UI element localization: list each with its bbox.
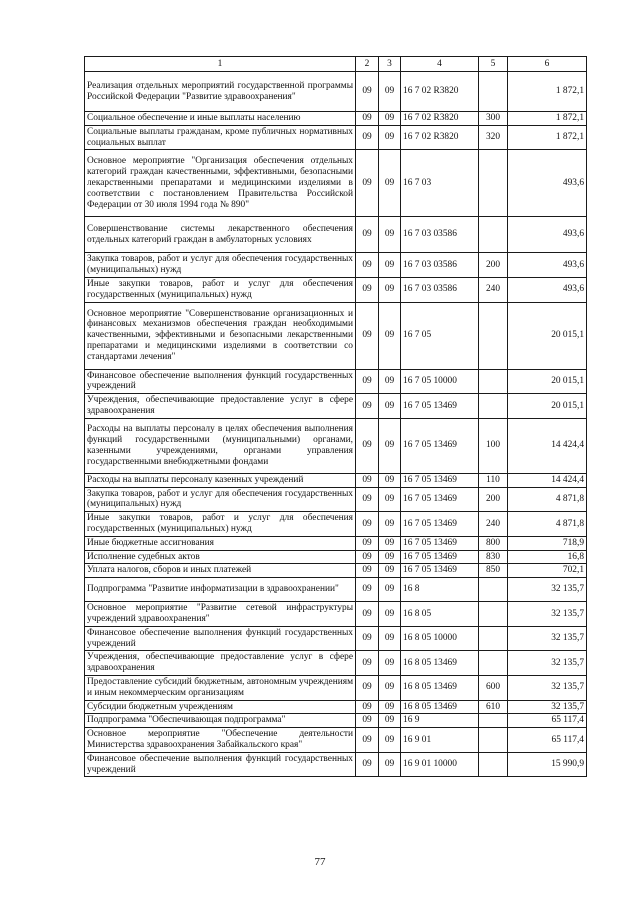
row-name: Расходы на выплаты персоналу казенных учреждений [85, 473, 356, 487]
row-amount: 20 015,1 [508, 394, 587, 419]
row-subsection: 09 [379, 536, 401, 550]
row-expense-type: 100 [479, 418, 508, 473]
row-target-code: 16 8 05 13469 [401, 700, 479, 714]
row-name: Реализация отдельных мероприятий государственной программы Российской Федерации "Развитие здравоохранения" [85, 72, 356, 112]
row-target-code: 16 7 05 13469 [401, 550, 479, 564]
table-row [85, 253, 587, 278]
table-row [85, 752, 587, 777]
row-expense-type [479, 217, 508, 253]
row-name: Социальное обеспечение и иные выплаты населению [85, 112, 356, 126]
row-amount: 493,6 [508, 217, 587, 253]
row-section: 09 [356, 564, 379, 578]
row-target-code: 16 7 02 R3820 [401, 72, 479, 112]
row-expense-type: 800 [479, 536, 508, 550]
table-row [85, 112, 587, 126]
table-row [85, 302, 587, 369]
row-expense-type [479, 369, 508, 394]
row-amount: 16,8 [508, 550, 587, 564]
header-col-1: 1 [85, 57, 356, 72]
row-target-code: 16 7 03 03586 [401, 253, 479, 278]
row-subsection: 09 [379, 150, 401, 217]
row-subsection: 09 [379, 752, 401, 777]
row-amount: 65 117,4 [508, 728, 587, 753]
row-section: 09 [356, 473, 379, 487]
row-section: 09 [356, 512, 379, 537]
row-name: Расходы на выплаты персоналу в целях обеспечения выполнения функций государственными (муниципальными) органами, казенными учреждениями, органами управления государственными внебюджетными фондами [85, 418, 356, 473]
row-section: 09 [356, 125, 379, 150]
row-expense-type [479, 578, 508, 602]
row-expense-type [479, 602, 508, 627]
row-target-code: 16 9 01 [401, 728, 479, 753]
row-section: 09 [356, 487, 379, 512]
row-expense-type [479, 752, 508, 777]
row-subsection: 09 [379, 512, 401, 537]
row-name: Подпрограмма "Обеспечивающая подпрограмма" [85, 714, 356, 728]
row-expense-type [479, 72, 508, 112]
row-section: 09 [356, 700, 379, 714]
row-section: 09 [356, 752, 379, 777]
table-row [85, 394, 587, 419]
header-col-2: 2 [356, 57, 379, 72]
row-amount: 14 424,4 [508, 473, 587, 487]
row-subsection: 09 [379, 125, 401, 150]
row-amount: 32 135,7 [508, 626, 587, 651]
row-subsection: 09 [379, 564, 401, 578]
row-name: Финансовое обеспечение выполнения функций государственных учреждений [85, 626, 356, 651]
row-subsection: 09 [379, 487, 401, 512]
row-subsection: 09 [379, 626, 401, 651]
table-row [85, 150, 587, 217]
row-target-code: 16 8 [401, 578, 479, 602]
row-amount: 4 871,8 [508, 512, 587, 537]
row-amount: 1 872,1 [508, 125, 587, 150]
row-expense-type: 240 [479, 277, 508, 302]
row-name: Основное мероприятие "Обеспечение деятельности Министерства здравоохранения Забайкальского края" [85, 728, 356, 753]
table-row [85, 72, 587, 112]
row-subsection: 09 [379, 700, 401, 714]
table-row [85, 578, 587, 602]
row-subsection: 09 [379, 277, 401, 302]
row-expense-type [479, 302, 508, 369]
row-amount: 493,6 [508, 150, 587, 217]
row-target-code: 16 7 03 03586 [401, 277, 479, 302]
row-subsection: 09 [379, 72, 401, 112]
table-row [85, 700, 587, 714]
row-section: 09 [356, 217, 379, 253]
row-target-code: 16 7 03 03586 [401, 217, 479, 253]
table-row [85, 728, 587, 753]
row-expense-type: 850 [479, 564, 508, 578]
row-amount: 4 871,8 [508, 487, 587, 512]
row-section: 09 [356, 277, 379, 302]
row-amount: 32 135,7 [508, 675, 587, 700]
row-name: Закупка товаров, работ и услуг для обеспечения государственных (муниципальных) нужд [85, 253, 356, 278]
row-subsection: 09 [379, 418, 401, 473]
row-amount: 1 872,1 [508, 72, 587, 112]
header-col-5: 5 [479, 57, 508, 72]
row-expense-type: 200 [479, 253, 508, 278]
row-subsection: 09 [379, 714, 401, 728]
table-row [85, 217, 587, 253]
row-subsection: 09 [379, 675, 401, 700]
row-section: 09 [356, 602, 379, 627]
row-amount: 65 117,4 [508, 714, 587, 728]
row-name: Основное мероприятие "Совершенствование организационных и финансовых механизмов обеспечения граждан необходимыми качественными, эффективными и безопасными лекарственными препаратами и медицинскими изделиями в соответствии со стандартами лечения" [85, 302, 356, 369]
table-row [85, 473, 587, 487]
row-section: 09 [356, 651, 379, 676]
row-amount: 32 135,7 [508, 651, 587, 676]
header-col-3: 3 [379, 57, 401, 72]
row-amount: 718,9 [508, 536, 587, 550]
row-section: 09 [356, 418, 379, 473]
header-row [85, 57, 587, 72]
row-subsection: 09 [379, 728, 401, 753]
row-subsection: 09 [379, 112, 401, 126]
row-target-code: 16 7 05 13469 [401, 394, 479, 419]
row-target-code: 16 8 05 [401, 602, 479, 627]
row-name: Уплата налогов, сборов и иных платежей [85, 564, 356, 578]
row-amount: 14 424,4 [508, 418, 587, 473]
row-amount: 15 990,9 [508, 752, 587, 777]
row-subsection: 09 [379, 302, 401, 369]
row-name: Субсидии бюджетным учреждениям [85, 700, 356, 714]
row-target-code: 16 9 [401, 714, 479, 728]
row-section: 09 [356, 550, 379, 564]
table-row [85, 125, 587, 150]
row-expense-type [479, 394, 508, 419]
row-name: Основное мероприятие "Организация обеспечения отдельных категорий граждан качественными, эффективными, безопасными лекарственными препаратами и медицинскими изделиями в соответствии с постановлением Правительства Российской Федерации от 30 июля 1994 года № 890" [85, 150, 356, 217]
row-amount: 20 015,1 [508, 302, 587, 369]
row-section: 09 [356, 394, 379, 419]
row-expense-type: 610 [479, 700, 508, 714]
row-expense-type [479, 626, 508, 651]
row-expense-type: 300 [479, 112, 508, 126]
row-target-code: 16 9 01 10000 [401, 752, 479, 777]
row-section: 09 [356, 253, 379, 278]
table-row [85, 369, 587, 394]
row-name: Иные закупки товаров, работ и услуг для обеспечения государственных (муниципальных) нужд [85, 512, 356, 537]
row-subsection: 09 [379, 253, 401, 278]
budget-table [84, 56, 587, 777]
row-expense-type: 320 [479, 125, 508, 150]
row-subsection: 09 [379, 550, 401, 564]
row-target-code: 16 7 03 [401, 150, 479, 217]
table-row [85, 651, 587, 676]
row-amount: 20 015,1 [508, 369, 587, 394]
row-target-code: 16 8 05 10000 [401, 626, 479, 651]
row-name: Совершенствование системы лекарственного обеспечения отдельных категорий граждан в амбулаторных условиях [85, 217, 356, 253]
row-subsection: 09 [379, 473, 401, 487]
table-row [85, 487, 587, 512]
row-expense-type [479, 714, 508, 728]
header-col-6: 6 [508, 57, 587, 72]
row-section: 09 [356, 728, 379, 753]
row-name: Основное мероприятие "Развитие сетевой инфраструктуры учреждений здравоохранения" [85, 602, 356, 627]
row-subsection: 09 [379, 217, 401, 253]
table-row [85, 564, 587, 578]
row-expense-type: 200 [479, 487, 508, 512]
row-subsection: 09 [379, 394, 401, 419]
row-section: 09 [356, 369, 379, 394]
row-section: 09 [356, 675, 379, 700]
row-name: Учреждения, обеспечивающие предоставление услуг в сфере здравоохранения [85, 651, 356, 676]
table-row [85, 714, 587, 728]
row-expense-type: 830 [479, 550, 508, 564]
row-expense-type [479, 150, 508, 217]
row-amount: 493,6 [508, 253, 587, 278]
table-body [85, 72, 587, 777]
row-name: Финансовое обеспечение выполнения функций государственных учреждений [85, 752, 356, 777]
row-section: 09 [356, 112, 379, 126]
row-amount: 32 135,7 [508, 578, 587, 602]
row-section: 09 [356, 714, 379, 728]
row-name: Иные бюджетные ассигнования [85, 536, 356, 550]
row-target-code: 16 7 05 13469 [401, 487, 479, 512]
table-row [85, 277, 587, 302]
table-row [85, 602, 587, 627]
row-subsection: 09 [379, 651, 401, 676]
row-name: Социальные выплаты гражданам, кроме публичных нормативных социальных выплат [85, 125, 356, 150]
row-amount: 702,1 [508, 564, 587, 578]
row-target-code: 16 7 05 13469 [401, 418, 479, 473]
row-name: Закупка товаров, работ и услуг для обеспечения государственных (муниципальных) нужд [85, 487, 356, 512]
table-row [85, 675, 587, 700]
row-amount: 32 135,7 [508, 602, 587, 627]
row-amount: 493,6 [508, 277, 587, 302]
row-target-code: 16 7 02 R3820 [401, 112, 479, 126]
row-section: 09 [356, 72, 379, 112]
page-number: 77 [314, 856, 326, 868]
row-name: Подпрограмма "Развитие информатизации в здравоохранении" [85, 578, 356, 602]
header-col-4: 4 [401, 57, 479, 72]
row-amount: 32 135,7 [508, 700, 587, 714]
row-target-code: 16 7 05 13469 [401, 564, 479, 578]
table-row [85, 536, 587, 550]
row-target-code: 16 7 02 R3820 [401, 125, 479, 150]
row-subsection: 09 [379, 602, 401, 627]
row-name: Учреждения, обеспечивающие предоставление услуг в сфере здравоохранения [85, 394, 356, 419]
table-row [85, 626, 587, 651]
row-target-code: 16 7 05 13469 [401, 473, 479, 487]
row-target-code: 16 7 05 10000 [401, 369, 479, 394]
table-row [85, 512, 587, 537]
row-name: Исполнение судебных актов [85, 550, 356, 564]
row-section: 09 [356, 150, 379, 217]
row-expense-type [479, 728, 508, 753]
row-expense-type: 600 [479, 675, 508, 700]
row-expense-type [479, 651, 508, 676]
row-target-code: 16 7 05 13469 [401, 512, 479, 537]
row-expense-type: 240 [479, 512, 508, 537]
table-row [85, 418, 587, 473]
row-name: Иные закупки товаров, работ и услуг для обеспечения государственных (муниципальных) нужд [85, 277, 356, 302]
row-name: Финансовое обеспечение выполнения функций государственных учреждений [85, 369, 356, 394]
table-row [85, 550, 587, 564]
row-target-code: 16 8 05 13469 [401, 675, 479, 700]
row-section: 09 [356, 302, 379, 369]
row-subsection: 09 [379, 369, 401, 394]
row-section: 09 [356, 626, 379, 651]
row-name: Предоставление субсидий бюджетным, автономным учреждениям и иным некоммерческим организациям [85, 675, 356, 700]
row-section: 09 [356, 578, 379, 602]
row-amount: 1 872,1 [508, 112, 587, 126]
row-section: 09 [356, 536, 379, 550]
row-target-code: 16 8 05 13469 [401, 651, 479, 676]
row-target-code: 16 7 05 [401, 302, 479, 369]
row-target-code: 16 7 05 13469 [401, 536, 479, 550]
row-expense-type: 110 [479, 473, 508, 487]
row-subsection: 09 [379, 578, 401, 602]
